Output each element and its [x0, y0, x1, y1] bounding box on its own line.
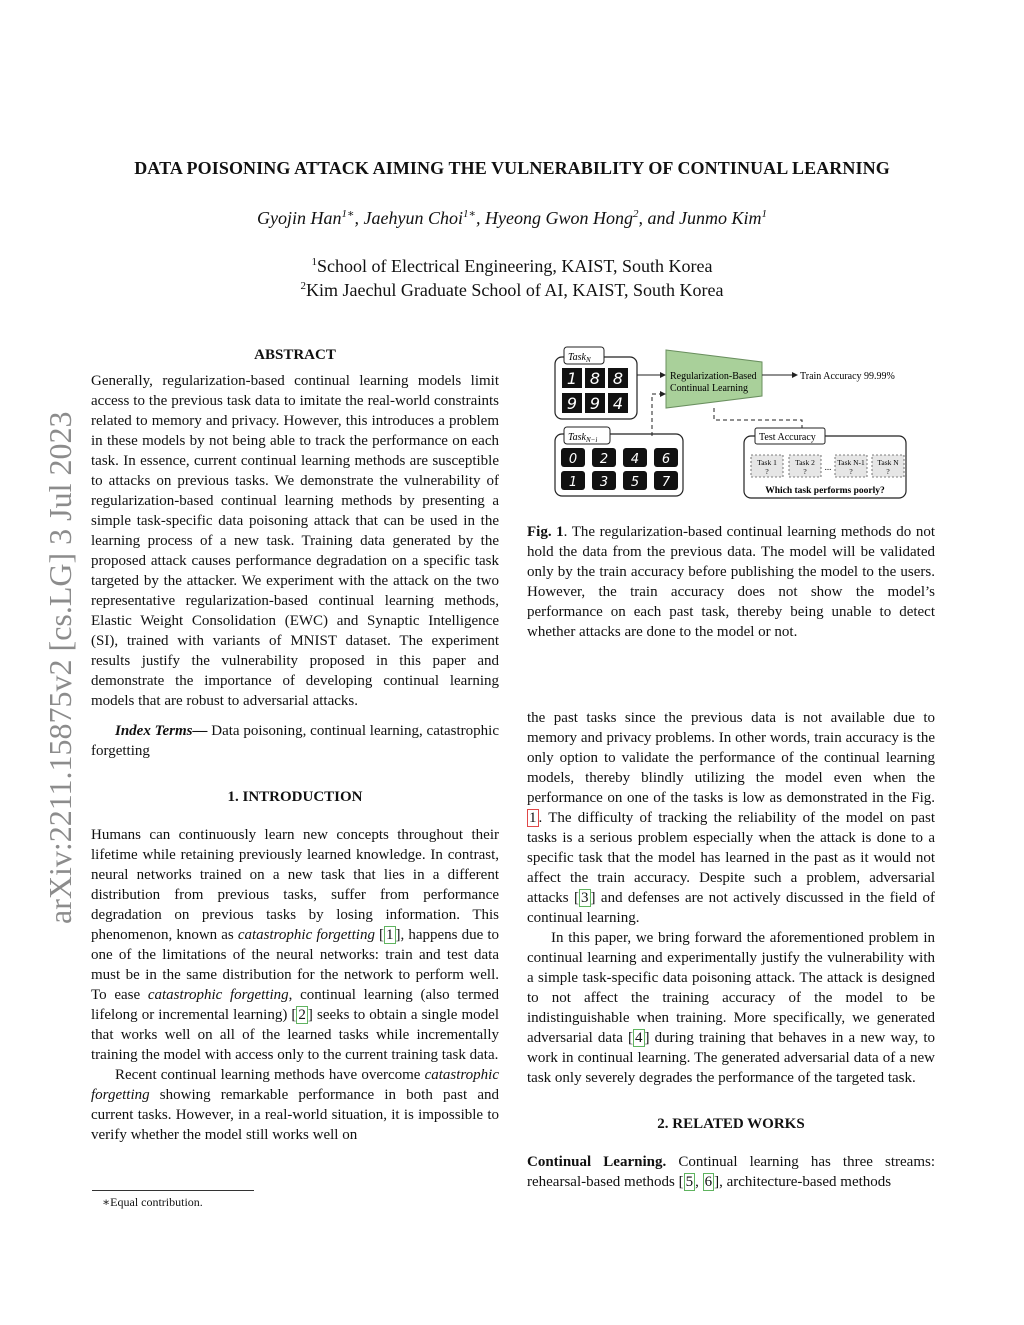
task-result-value: ?	[803, 467, 807, 476]
citation-link[interactable]: 5	[685, 1174, 694, 1190]
author-name: Jaehyun Choi	[363, 208, 463, 228]
digit-label: 2	[599, 452, 609, 467]
right-paragraph-2: In this paper, we bring forward the aforementioned problem in continual learning and experimentally justify the vulnerability with a simple task-specific data poisoning attack. The attack is designed to not affect the training accuracy of the model to be indistinguishable when training. More specifically, we generated adversarial data [ 4 ] during training that behaves in a new way, to work in continual learning. The generated adversarial data of a new task only severely degrades the performance of the targeted task.	[527, 930, 936, 1086]
footnote-rule	[92, 1190, 254, 1191]
author-separator: ,	[475, 208, 485, 228]
task-n-label: Task$_N$	[568, 352, 591, 364]
body-text: In this paper, we bring forward the aforementioned problem in continual learning and experimentally justify the vulnerability with a simple task-specific data poisoning attack. The attack is designed to not affect the training accuracy of the model to be indistinguishable when training. More specifically, we generated adversarial data	[527, 930, 935, 1046]
arxiv-identifier: arXiv:2211.15875v2 [cs.LG] 3 Jul 2023	[42, 411, 78, 924]
author-list	[0, 207, 1024, 229]
intro-emphasis: catastrophic forgetting	[147, 987, 289, 1003]
digit-label: 4	[612, 394, 624, 413]
author-affil-mark: 1	[761, 208, 767, 220]
author-name: Junmo Kim	[678, 208, 762, 228]
body-text: Continual learning has three streams: rehearsal-based methods [	[527, 1154, 935, 1190]
digit-label: 8	[589, 369, 601, 388]
task-result-value: ?	[849, 467, 853, 476]
affiliation-1	[0, 256, 1024, 277]
author-affil-mark: 2	[632, 208, 639, 220]
digit-label: 5	[630, 475, 640, 490]
body-text: . The difficulty of tracking the reliability of the model on past tasks is a serious problem especially when the attack is done to a specific task that the model has learned in the past as it would not affect the train accuracy. Despite such a problem, adversarial attacks	[527, 810, 935, 906]
dashed-arrow-prev-task	[652, 394, 660, 436]
affiliation-mark: 1	[311, 256, 317, 268]
figure-link[interactable]: 1	[529, 810, 537, 826]
figure-caption	[527, 522, 935, 642]
digit-label: 7	[661, 475, 671, 490]
continual-learning-paragraph	[527, 1152, 935, 1192]
digit-label: 9	[566, 394, 578, 413]
task-ellipsis: ...	[824, 462, 832, 472]
intro-paragraph-2	[91, 1065, 499, 1145]
dashed-arrow-to-test	[714, 408, 802, 428]
digit-label: 1	[568, 475, 578, 490]
digit-label: 6	[661, 452, 671, 467]
body-text: the past tasks since the previous data is not available due to memory and privacy problems. In other words, train accuracy is the only option to validate the performance of the continual learning models, thereby blindly utilizing the model even when the performance on one of the tasks is low as demonstrated in the Fig.	[527, 710, 935, 806]
abstract-heading: ABSTRACT	[254, 347, 336, 363]
author-separator: , and	[638, 208, 679, 228]
digit-label: 8	[612, 369, 624, 388]
task-result-label: Task N-1	[837, 458, 865, 467]
task-result-label: Task 2	[795, 458, 815, 467]
author-affil-mark: 1∗	[463, 208, 476, 220]
task-result-label: Task N	[877, 458, 899, 467]
left-column	[91, 345, 499, 1145]
task-n-i-digits	[561, 448, 678, 490]
affiliation-2	[0, 280, 1024, 301]
citation-link[interactable]: 1	[386, 927, 394, 943]
citation-separator: ,	[695, 1174, 703, 1190]
paper-title: DATA POISONING ATTACK AIMING THE VULNERABILITY OF CONTINUAL LEARNING	[134, 158, 890, 178]
right-column	[527, 708, 935, 1192]
index-terms-text: Data poisoning, continual learning, catastrophic forgetting	[91, 723, 499, 759]
author-separator: ,	[354, 208, 364, 228]
task-result-label: Task 1	[757, 458, 777, 467]
affiliation-text: Kim Jaechul Graduate School of AI, KAIST, South Korea	[305, 280, 724, 300]
intro-emphasis: catastrophic forgetting	[91, 1067, 499, 1103]
citation-link[interactable]: 6	[704, 1174, 713, 1190]
index-terms-label: Index Terms—	[115, 723, 208, 739]
affiliation-mark: 2	[300, 280, 306, 292]
intro-text: Humans can continuously learn new concepts throughout their lifetime while retaining previously learned knowledge. In contrast, neural networks trained on a new task that lies in a different distribution from previous tasks, suffer from performance degradation on previous tasks by losing information. This phenomenon, known as	[91, 827, 499, 943]
author-name: Gyojin Han	[257, 208, 342, 228]
author-affil-mark: 1∗	[341, 208, 355, 220]
figure-1-diagram	[552, 344, 932, 504]
author-name: Hyeong Gwon Hong	[484, 208, 633, 228]
figure-caption-text: . The regularization-based continual learning methods do not hold the data from the previous data. The model will be validated only by the train accuracy before publishing the model to the users. However, the train accuracy does not show the model’s performance on each past task, thereby being unable to detect whether attacks are done to the model or not.	[527, 524, 935, 640]
body-text: during training that behaves in a new way, to work in continual learning. The generated adversarial data of a new task only severely degrades the performance of the targeted task.	[527, 1030, 936, 1086]
digit-label: 0	[568, 452, 578, 467]
footnote: ∗Equal contribution.	[102, 1195, 203, 1209]
intro-text: , happens due to one of the limitations of the neural networks: train and test data must be in the same distribution for the network to perform well. To ease	[91, 927, 500, 1003]
figure-question: Which task performs poorly?	[765, 486, 885, 496]
index-terms	[91, 721, 499, 761]
intro-text: showing remarkable performance in both past and current tasks. However, in a real-world situation, it is impossible to verify whether the model still works well on	[91, 1087, 499, 1143]
digit-label: 9	[589, 394, 601, 413]
body-text: and defenses are not actively discussed in the field of continual learning.	[527, 890, 935, 926]
train-accuracy-label: Train Accuracy 99.99%	[800, 371, 895, 382]
test-accuracy-label: Test Accuracy	[759, 432, 816, 443]
task-n-i-label: Task$_{N-i}$	[568, 432, 598, 444]
body-text: ], architecture-based methods	[714, 1174, 892, 1190]
intro-text: seeks to obtain a single model that works well on all of the learned tasks while incrementally training the model with access only to the current training task data.	[91, 1007, 499, 1063]
related-works-heading: 2. RELATED WORKS	[657, 1116, 805, 1132]
task-result-value: ?	[765, 467, 769, 476]
citation-link[interactable]: 3	[581, 890, 589, 906]
intro-paragraph-1: Humans can continuously learn new concepts throughout their lifetime while retaining previously learned knowledge. In contrast, neural networks trained on a new task that lies in a different distribution from previous tasks, suffer from performance degradation on previous tasks by losing information. This phenomenon, known as catastrophic forgetting [ 1 ], happens due to one of the limitations of the neural networks: train and test data must be in the same distribution for the network to perform well. To ease catastrophic forgetting, continual learning (also termed lifelong or incremental learning) [ 2 ] seeks to obtain a single model that works well on all of the learned tasks while incrementally training the model with access only to the current training task data.	[91, 827, 500, 1063]
intro-emphasis: catastrophic forgetting	[237, 927, 375, 943]
intro-text: , continual learning (also termed lifelong or incremental learning)	[91, 987, 499, 1023]
introduction-heading: 1. INTRODUCTION	[227, 789, 363, 805]
digit-label: 1	[566, 369, 578, 388]
affiliation-text: School of Electrical Engineering, KAIST, South Korea	[316, 256, 713, 276]
figure-caption-label: Fig. 1	[527, 524, 564, 540]
digit-label: 3	[599, 475, 609, 490]
task-n-digits	[562, 368, 628, 413]
abstract-text: Generally, regularization-based continual learning models limit access to the previous task data to imitate the real-world constraints related to memory and privacy. However, this introduces a problem in these models by not being able to track the performance on each task. In essence, current continual learning methods are susceptible to attacks on previous tasks. We demonstrate the vulnerability of regularization-based continual learning methods by presenting a simple task-specific data poisoning attack that can be used in the learning process of a new task. Training data generated by the proposed attack causes performance degradation on a specific task targeted by the attacker. We experiment with the attack on the two representative regularization-based continual learning methods, Elastic Weight Consolidation (EWC) and Synaptic Intelligence (SI), trained with variants of MNIST dataset. The experiment results justify the vulnerability proposed in this paper and demonstrate the importance of developing continual learning models that are robust to adversarial attacks.	[91, 373, 499, 709]
task-results	[751, 455, 904, 477]
task-result-value: ?	[886, 467, 890, 476]
intro-text: Recent continual learning methods have overcome	[115, 1067, 425, 1083]
right-paragraph-1: the past tasks since the previous data is not available due to memory and privacy problems. In other words, train accuracy is the only option to validate the performance of the continual learning models, thereby blindly utilizing the model even when the performance on one of the tasks is low as demonstrated in the Fig. 1 . The difficulty of tracking the reliability of the model on past tasks is a serious problem especially when the attack is done to a specific task that the model has learned in the past as it would not affect the train accuracy. Despite such a problem, adversarial attacks [ 3 ] and defenses are not actively discussed in the field of continual learning.	[527, 710, 935, 926]
continual-learning-label: Continual Learning.	[527, 1154, 667, 1170]
citation-link[interactable]: 4	[635, 1030, 643, 1046]
model-label-line-1: Regularization-Based	[670, 371, 757, 382]
citation-link[interactable]: 2	[298, 1007, 306, 1023]
model-label-line-2: Continual Learning	[670, 383, 749, 394]
digit-label: 4	[630, 452, 640, 467]
